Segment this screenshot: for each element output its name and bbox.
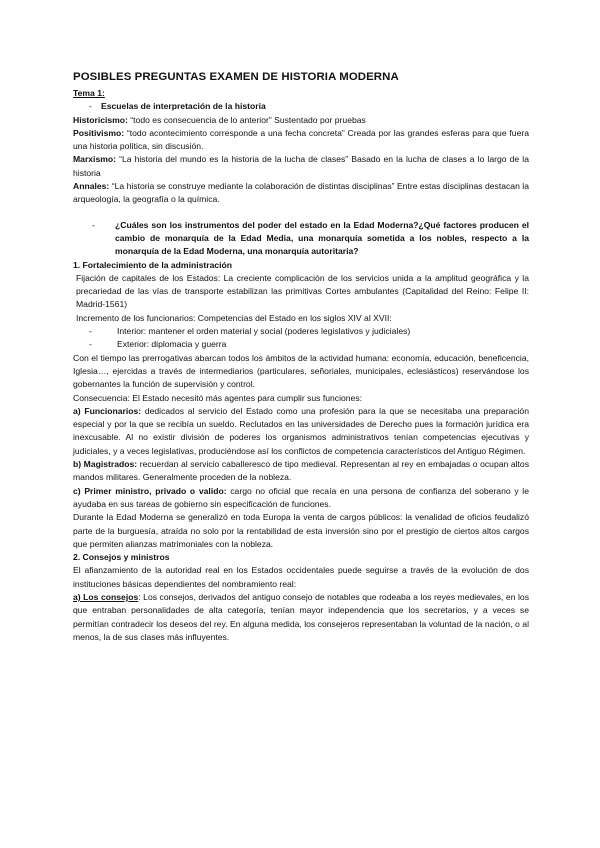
historicismo-label: Historicismo: <box>73 114 128 125</box>
historicismo-text: “todo es consecuencia de lo anterior” Sustentado por pruebas <box>127 114 366 125</box>
positivismo-label: Positivismo: <box>73 127 125 138</box>
question-text: ¿Cuáles son los instrumentos del poder del estado en la Edad Moderna?¿Qué factores producen el cambio de monarquía de la Edad Media, una monarquía sometida a los nobles, respecto a la monarquía de la Edad Moderna, una monarquía autoritaria? <box>115 219 529 257</box>
document-title: POSIBLES PREGUNTAS EXAMEN DE HISTORIA MODERNA <box>73 71 399 83</box>
paragraph-magistrados <box>73 458 529 485</box>
bullet-dash: - <box>89 339 92 350</box>
paragraph-funcionarios <box>73 405 529 458</box>
paragraph-fijacion: Fijación de capitales de los Estados: La creciente complicación de los servicios unida a la amplitud geográfica y la precariedad de las vías de transporte estabilizan las primitivas Cortes ambulantes (Capitalidad del Reino: Felipe II: Madrid-1561) <box>76 272 529 310</box>
positivismo-text: “todo acontecimiento corresponde a una fecha concreta” Creada por las grandes esferas para que fuera una historia política, sin discusión. <box>73 127 529 152</box>
paragraph-annales <box>73 180 529 207</box>
valido-text: cargo no oficial que recaía en una persona de confianza del soberano y le ayudaba en sus tareas de gobierno sin especificación de funciones. <box>73 485 529 509</box>
paragraph-incremento: Incremento de los funcionarios: Competencias del Estado en los siglos XIV al XVII: <box>76 312 392 323</box>
paragraph-valido <box>73 485 529 512</box>
section-label-tema-1: Tema 1: <box>73 88 105 98</box>
funcionarios-label: a) Funcionarios: <box>73 405 142 416</box>
interior-text: Interior: mantener el orden material y social (poderes legislativos y judiciales) <box>117 326 411 337</box>
marxismo-label: Marxismo: <box>73 154 116 165</box>
magistrados-text: recuerdan al servicio caballeresco de tipo medieval. Representan al rey en embajadas o ocupan altos mandos militares. Generalmente proceden de la nobleza. <box>73 459 529 483</box>
bullet-heading-escuelas <box>73 100 529 113</box>
consejos-label: a) Los consejos <box>73 591 139 602</box>
escuelas-heading: Escuelas de interpretación de la historia <box>101 101 266 112</box>
paragraph-positivismo <box>73 127 529 154</box>
annales-label: Annales: <box>73 181 110 192</box>
paragraph-afianzamiento: El afianzamiento de la autoridad real en los Estados occidentales puede seguirse a través de la evolución de dos instituciones básicas dependientes del nombramiento real: <box>73 565 529 589</box>
marxismo-text: “La historia del mundo es la historia de la lucha de clases” Basado en la lucha de clases a lo largo de la historia <box>73 154 529 178</box>
paragraph-historicismo <box>73 114 529 127</box>
bullet-interior <box>73 325 529 338</box>
exterior-text: Exterior: diplomacia y guerra <box>117 339 227 350</box>
paragraph-venalidad: Durante la Edad Moderna se generalizó en toda Europa la venta de cargos públicos: la venalidad de oficios feudalizó parte de la burguesía, atraída no solo por la rentabilidad de esta inversión sino por el prestigio de ciertos altos cargos que permiten alianzas matrimoniales con la nobleza. <box>73 512 529 549</box>
consejos-text: : Los consejos, derivados del antiguo consejo de notables que rodeaba a los reyes medievales, en los que entraban personalidades de alta categoría, tenían mayor independencia que los secretarios, y a veces se permitían contradecir los deseos del rey. En alguna medida, los consejeros representaban la voluntad de la nación, o al menos, la de sus clases más influyentes. <box>73 591 529 642</box>
paragraph-consejos <box>73 591 529 644</box>
magistrados-label: b) Magistrados: <box>73 459 138 470</box>
bullet-exterior <box>73 338 529 351</box>
paragraph-consecuencia: Consecuencia: El Estado necesitó más agentes para cumplir sus funciones: <box>73 392 363 403</box>
paragraph-marxismo <box>73 153 529 180</box>
heading-consejos: 2. Consejos y ministros <box>73 552 170 563</box>
funcionarios-text: dedicados al servicio del Estado como una profesión para la que se necesitaba una preparación especial y por la que se recibía un sueldo. Reclutados en las universidades de Derecho pues la formación jurídica era inexcusable. Al no existir división de poderes los organismos administrativos tenían competencias ejecutivas y judiciales, y a veces legislativas, produciéndose así los conflictos de competencia característicos del Antiguo Régimen. <box>73 405 529 456</box>
bullet-dash: - <box>92 219 95 230</box>
paragraph-tiempo: Con el tiempo las prerrogativas abarcan todos los ámbitos de la actividad humana: economía, educación, beneficencia, Iglesia…, ejercidas a través de intermediarios (particulares, señoriales, municipales, eclesiásticos) reservándose los gobernantes la función de supervisión y control. <box>73 352 529 390</box>
valido-label: c) Primer ministro, privado o valido: <box>73 485 227 496</box>
heading-fortalecimiento: 1. Fortalecimiento de la administración <box>73 259 233 270</box>
document-body <box>73 70 529 644</box>
bullet-dash: - <box>89 101 92 112</box>
bullet-dash: - <box>89 326 92 337</box>
bullet-question <box>73 219 529 259</box>
annales-text: “La historia se construye mediante la colaboración de distintas disciplinas” Entre estas disciplinas destacan la arqueología, la geografía o la química. <box>73 181 529 205</box>
